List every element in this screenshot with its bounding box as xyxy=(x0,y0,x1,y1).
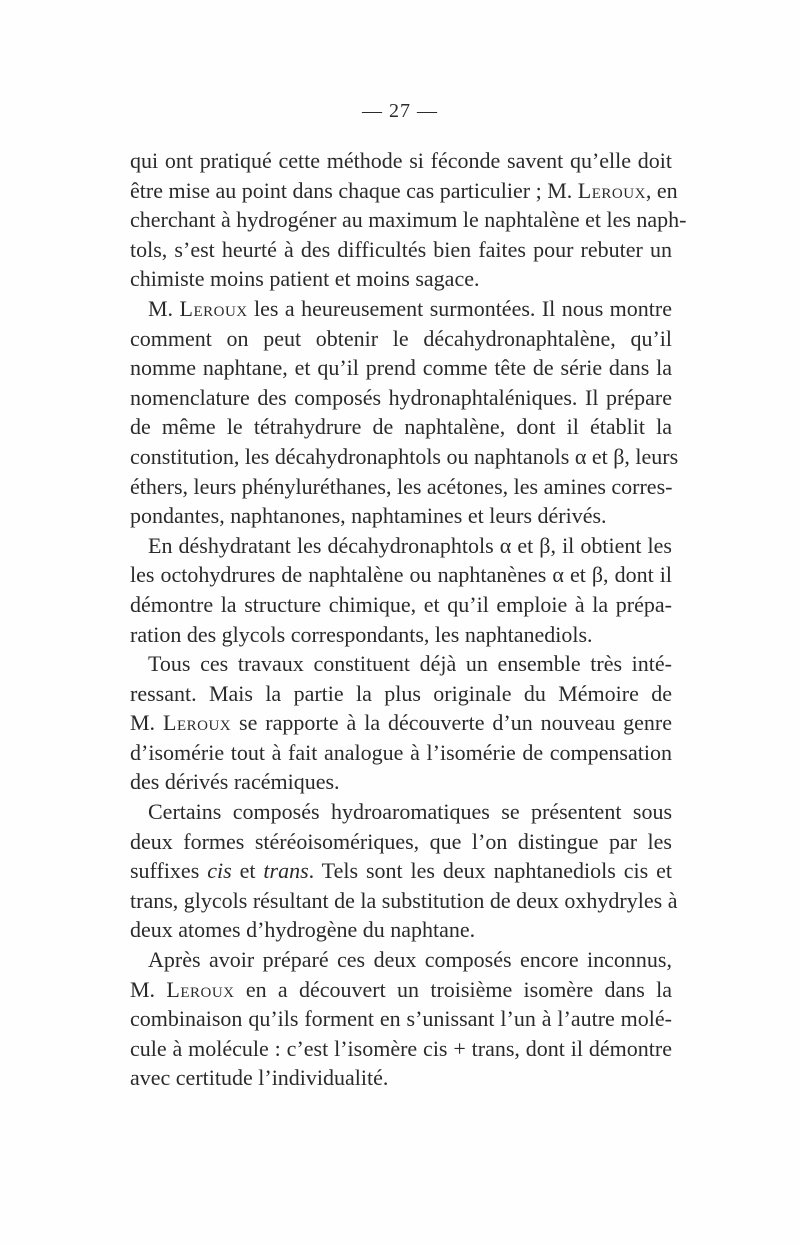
text-run: et xyxy=(231,858,264,884)
text-line xyxy=(130,176,678,206)
paragraph xyxy=(130,294,679,531)
author-name: Leroux xyxy=(166,976,235,1002)
text-run: les a heureusement surmontées. Il nous montre xyxy=(247,295,672,321)
text-line xyxy=(130,1004,672,1034)
text-run: suffixes xyxy=(130,858,208,884)
text-line xyxy=(130,649,672,679)
text-run: qui ont pratiqué cette méthode si féconde savent qu’elle doit xyxy=(130,148,672,173)
text-run: comment on peut obtenir le décahydronaphtalène, qu’il xyxy=(130,325,672,351)
text-line xyxy=(130,915,672,945)
text-run: éthers, leurs phényluréthanes, les acétones, les amines corres- xyxy=(130,473,673,499)
text-run: démontre la structure chimique, et qu’il emploie à la prépa- xyxy=(130,591,672,617)
text-run: nomenclature des composés hydronaphtaléniques. Il prépare xyxy=(130,384,672,410)
text-line xyxy=(130,560,672,590)
text-run: de même le tétrahydrure de naphtalène, dont il établit la xyxy=(130,414,672,440)
text-run: être mise au point dans chaque cas particulier ; M. xyxy=(130,177,578,203)
text-run: chimiste moins patient et moins sagace. xyxy=(130,266,480,292)
text-run: tols, s’est heurté à des difficultés bien faites pour rebuter un xyxy=(130,236,672,262)
text-line xyxy=(130,383,672,413)
text-line xyxy=(130,1034,672,1064)
text-run: pondantes, naphtanones, naphtamines et leurs dérivés. xyxy=(130,503,607,529)
text-run: M. xyxy=(148,295,180,321)
paragraph xyxy=(130,649,672,797)
text-line xyxy=(130,708,672,738)
text-line xyxy=(130,738,672,768)
text-line xyxy=(130,945,672,975)
text-line xyxy=(130,827,672,857)
text-line xyxy=(130,412,672,442)
body-text xyxy=(130,146,687,1093)
text-run: Certains composés hydroaromatiques se présentent sous xyxy=(148,799,672,825)
text-line xyxy=(130,886,678,916)
text-line xyxy=(130,797,672,827)
author-name: Leroux xyxy=(577,177,646,203)
text-run: en a découvert un troisième isomère dans la xyxy=(234,976,673,1002)
text-line xyxy=(130,205,687,235)
author-name: Leroux xyxy=(163,710,232,736)
text-line xyxy=(130,856,672,886)
paragraph xyxy=(130,146,687,294)
text-line xyxy=(130,235,672,265)
text-run: deux atomes d’hydrogène du naphtane. xyxy=(130,917,476,943)
text-line xyxy=(130,679,672,709)
text-run: des dérivés racémiques. xyxy=(130,769,340,795)
text-run: combinaison qu’ils forment en s’unissant l’un à l’autre molé- xyxy=(130,1006,672,1032)
paragraph xyxy=(130,531,672,649)
italic-term: trans xyxy=(263,858,309,884)
text-run: , en xyxy=(645,177,678,203)
text-line xyxy=(130,294,672,324)
text-run: constitution, les décahydronaphtols ou naphtanols α et β, leurs xyxy=(130,443,679,469)
text-run: M. xyxy=(130,976,167,1002)
text-line xyxy=(130,472,672,502)
page-number: — 27 — xyxy=(362,100,438,122)
text-run: les octohydrures de naphtalène ou naphtanènes α et β, dont il xyxy=(130,562,672,588)
text-run: d’isomérie tout à fait analogue à l’isomérie de compensation xyxy=(130,739,672,765)
text-run: ration des glycols correspondants, les naphtanediols. xyxy=(130,621,593,647)
text-run: trans, glycols résultant de la substitution de deux oxhydryles à xyxy=(130,887,678,913)
text-run: En déshydratant les décahydronaphtols α et β, il obtient les xyxy=(148,532,672,558)
text-line xyxy=(130,146,672,176)
text-run: deux formes stéréoisomériques, que l’on distingue par les xyxy=(130,828,672,854)
text-line xyxy=(130,324,672,354)
text-line xyxy=(130,353,672,383)
text-run: avec certitude l’individualité. xyxy=(130,1065,389,1091)
text-run: cherchant à hydrogéner au maximum le naphtalène et les naph- xyxy=(130,207,687,233)
text-line xyxy=(130,442,679,472)
paragraph xyxy=(130,945,672,1093)
text-line xyxy=(130,975,672,1005)
italic-term: cis xyxy=(207,858,232,884)
text-run: M. xyxy=(130,710,163,736)
text-line xyxy=(130,501,672,531)
text-line xyxy=(130,767,672,797)
text-run: se rapporte à la découverte d’un nouveau genre xyxy=(231,710,672,736)
paragraph xyxy=(130,797,678,945)
text-run: Tous ces travaux constituent déjà un ensemble très inté- xyxy=(148,651,672,677)
text-run: cule à molécule : c’est l’isomère cis + trans, dont il démontre xyxy=(130,1035,672,1061)
author-name: Leroux xyxy=(179,295,248,321)
text-line xyxy=(130,1063,672,1093)
text-run: nomme naphtane, et qu’il prend comme tête de série dans la xyxy=(130,355,672,381)
text-line xyxy=(130,531,672,561)
text-run: Après avoir préparé ces deux composés encore inconnus, xyxy=(148,947,672,973)
text-run: ressant. Mais la partie la plus originale du Mémoire de xyxy=(130,680,672,706)
text-run: . Tels sont les deux naphtanediols cis et xyxy=(308,858,672,884)
text-line xyxy=(130,590,672,620)
text-line xyxy=(130,264,672,294)
text-line xyxy=(130,620,672,650)
